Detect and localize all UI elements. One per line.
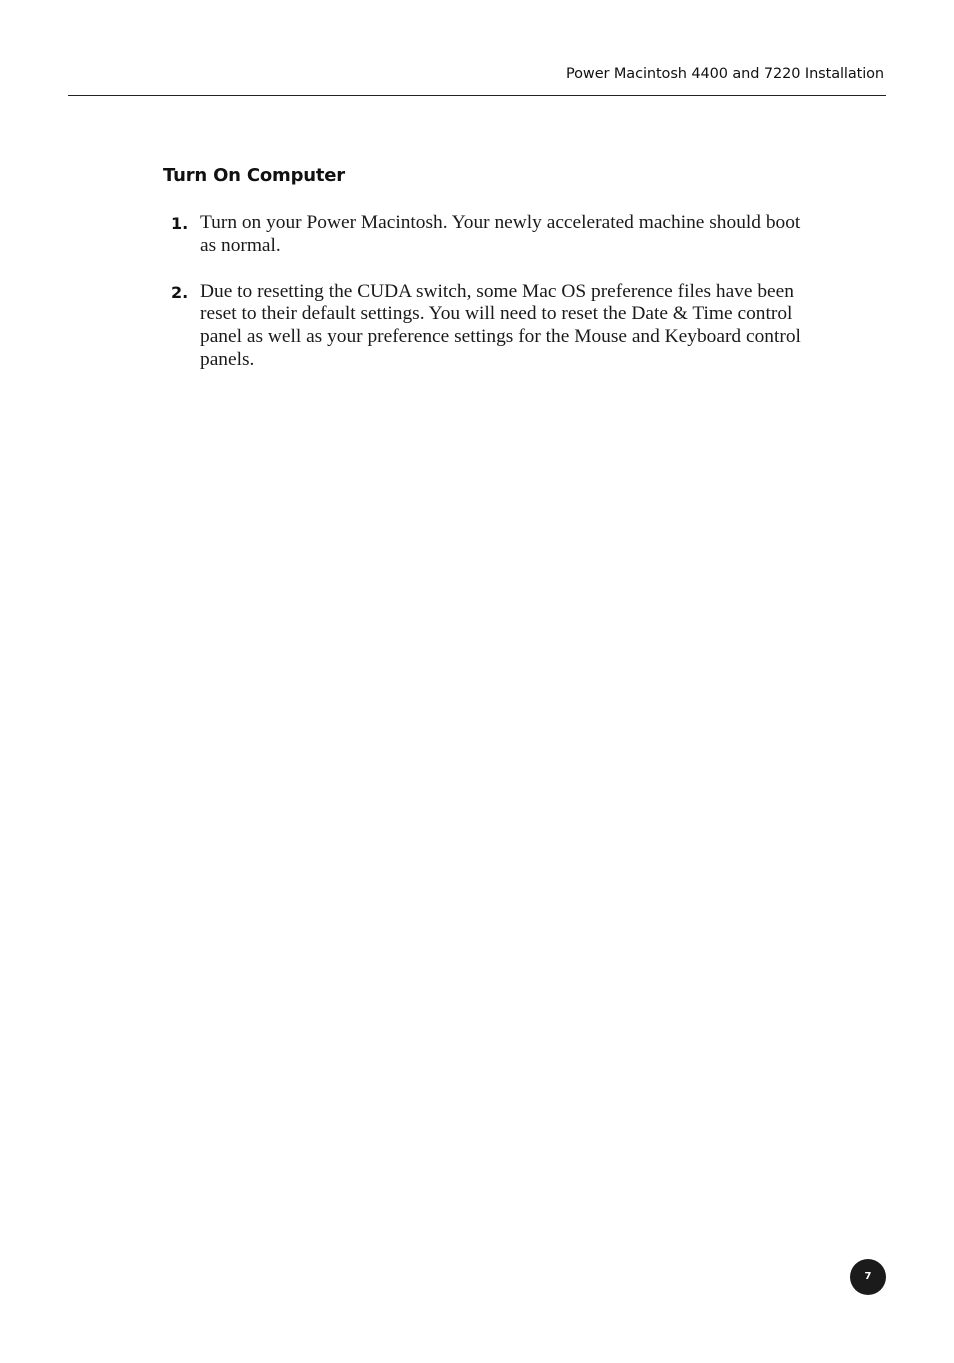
page-number-badge: 7	[850, 1259, 886, 1295]
instruction-steps	[163, 212, 803, 372]
step-item	[163, 212, 803, 258]
step-text: Turn on your Power Macintosh. Your newly accelerated machine should boot as normal.	[200, 212, 801, 256]
step-number: 2.	[171, 282, 189, 302]
running-header	[68, 64, 886, 96]
step-number: 1.	[171, 214, 189, 233]
step-item	[163, 281, 803, 372]
running-header-title: Power Macintosh 4400 and 7220 Installation	[566, 66, 884, 82]
section-heading: Turn On Computer	[163, 165, 345, 186]
step-text: Due to resetting the CUDA switch, some Mac OS preference files have been reset to their default settings. You will need to reset the Date & Time control panel as well as your preference settings for the Mouse and Keyboard control panels.	[200, 280, 801, 370]
